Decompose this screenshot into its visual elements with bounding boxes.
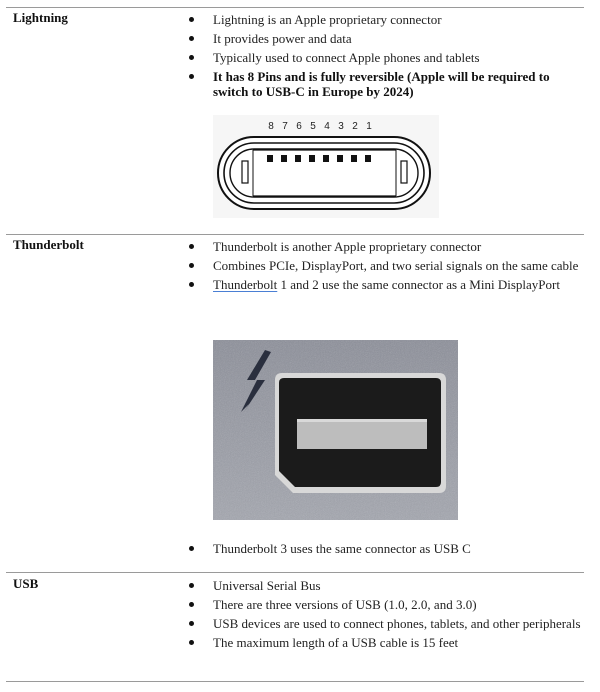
row-label-thunderbolt: Thunderbolt <box>13 237 84 252</box>
list-item: It provides power and data <box>186 31 586 46</box>
list-item: Thunderbolt is another Apple proprietary connector <box>186 239 586 254</box>
thunderbolt-bullet-list <box>186 239 586 296</box>
thunderbolt-port-photo <box>213 340 458 520</box>
lightning-connector-diagram <box>213 115 439 218</box>
svg-text:2: 2 <box>352 121 358 132</box>
table-rule-bottom <box>6 681 584 682</box>
thunderbolt-bullet-list-continued <box>186 541 586 560</box>
list-item: Thunderbolt 1 and 2 use the same connector as a Mini DisplayPort <box>186 277 586 292</box>
list-item: Thunderbolt 3 uses the same connector as USB C <box>186 541 586 556</box>
svg-text:7: 7 <box>282 121 288 132</box>
svg-text:4: 4 <box>324 121 330 132</box>
thunderbolt-port-image <box>213 340 458 520</box>
svg-text:3: 3 <box>338 121 344 132</box>
row-label-usb: USB <box>13 576 39 591</box>
svg-text:5: 5 <box>310 121 316 132</box>
list-item: It has 8 Pins and is fully reversible (Apple will be required to switch to USB-C in Europe by 2024) <box>186 69 586 99</box>
svg-text:8: 8 <box>268 121 274 132</box>
spellcheck-word[interactable]: Thunderbolt <box>213 277 278 292</box>
row-label-lightning: Lightning <box>13 10 68 25</box>
lightning-pinout-image <box>213 115 439 218</box>
lightning-bullet-list <box>186 12 586 103</box>
table-rule <box>6 572 584 573</box>
table-rule <box>6 234 584 235</box>
list-item: Typically used to connect Apple phones and tablets <box>186 50 586 65</box>
list-item: There are three versions of USB (1.0, 2.0, and 3.0) <box>186 597 586 612</box>
list-item: USB devices are used to connect phones, tablets, and other peripherals <box>186 616 586 631</box>
list-item: Lightning is an Apple proprietary connector <box>186 12 586 27</box>
table-rule-top <box>6 7 584 8</box>
usb-bullet-list <box>186 578 586 654</box>
list-item: The maximum length of a USB cable is 15 feet <box>186 635 586 650</box>
svg-text:6: 6 <box>296 121 302 132</box>
list-item: Universal Serial Bus <box>186 578 586 593</box>
list-item: Combines PCIe, DisplayPort, and two serial signals on the same cable <box>186 258 586 273</box>
svg-text:1: 1 <box>366 121 372 132</box>
